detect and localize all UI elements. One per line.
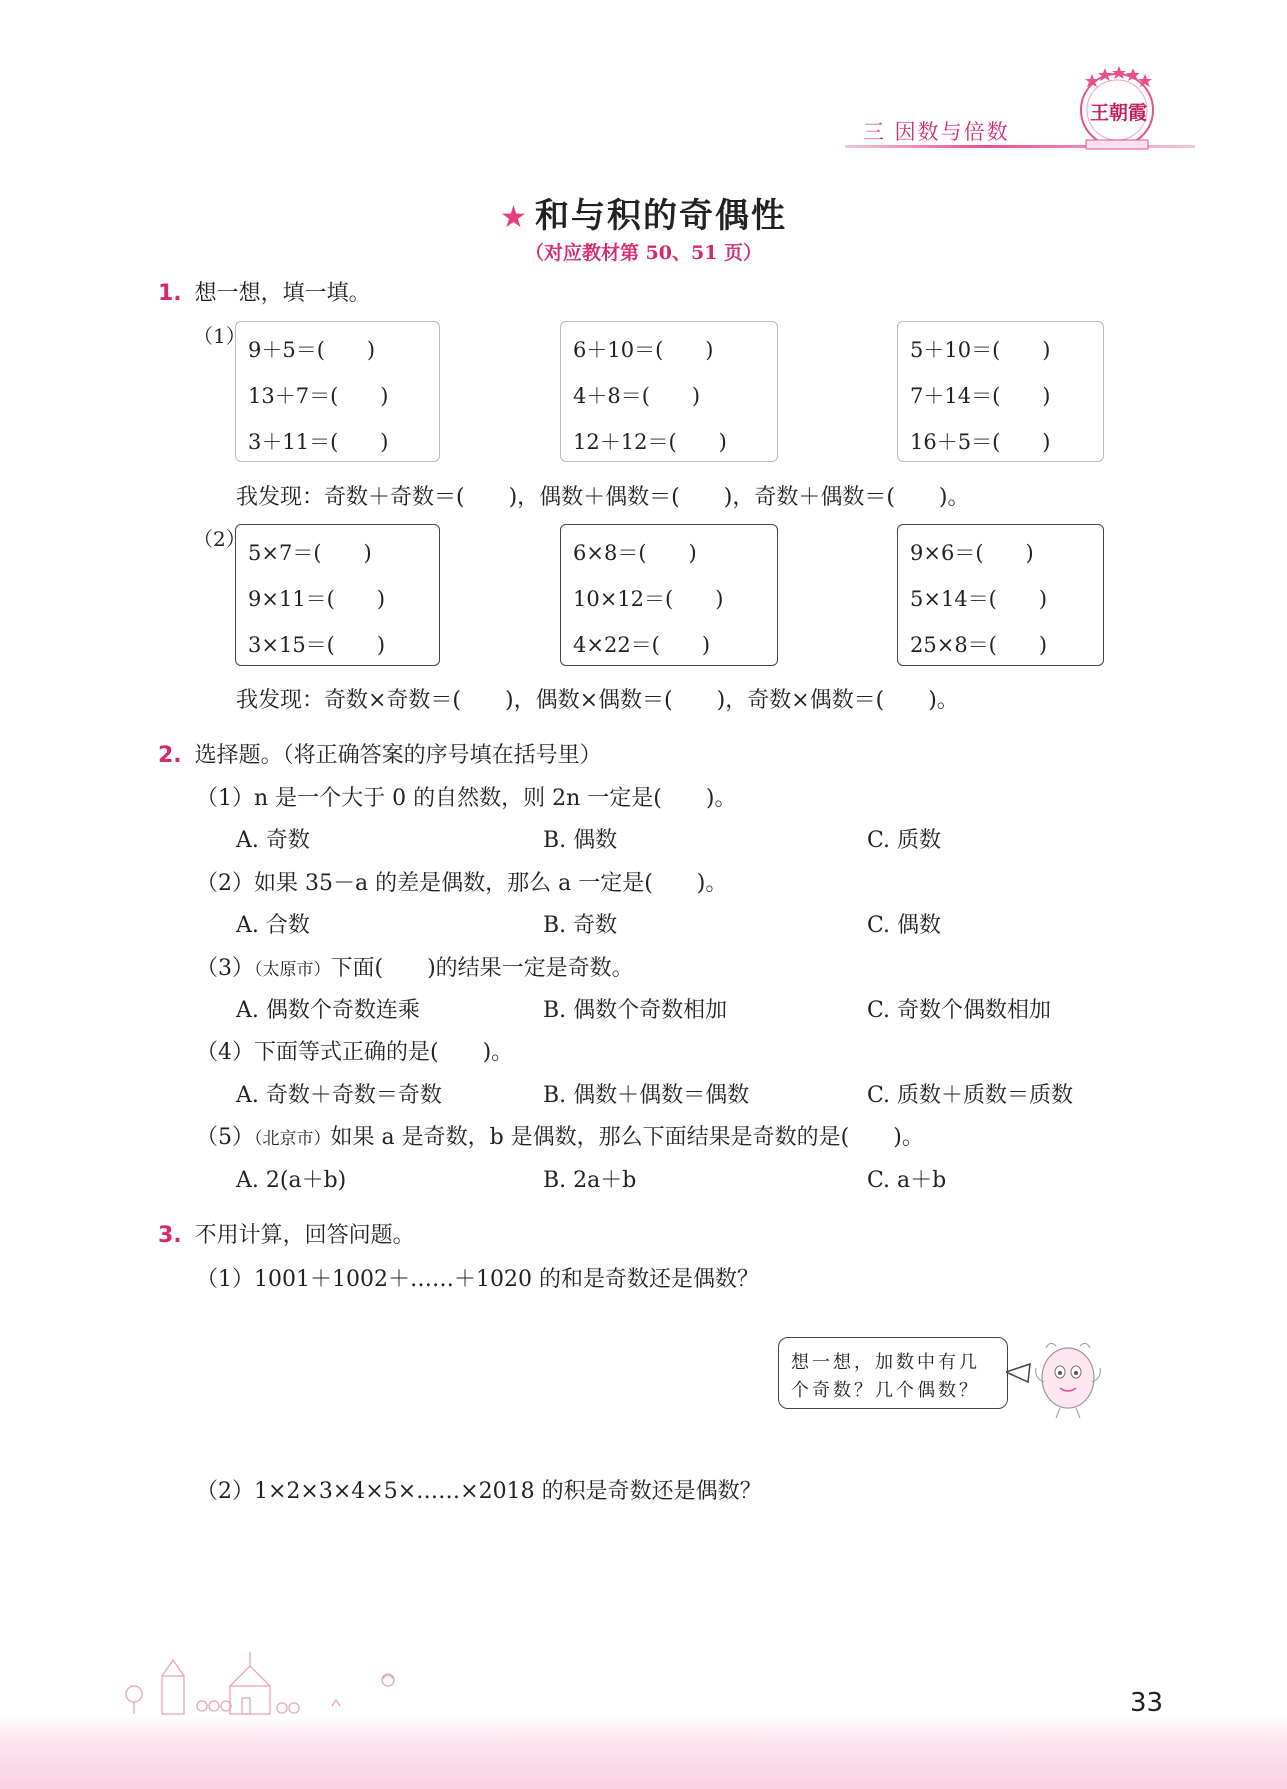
q2-item-2-option-a: A. 合数 — [236, 913, 310, 938]
brand-logo — [1072, 60, 1162, 152]
q2-item-3-option-a: A. 偶数个奇数连乘 — [236, 998, 420, 1023]
q2-item-4-stem: （4）下面等式正确的是( )。 — [196, 1040, 514, 1065]
equation: 5×14＝( ) — [910, 587, 1048, 611]
q1-part2-label: （2） — [193, 527, 246, 551]
q1-part1-box-3 — [897, 321, 1104, 462]
equation: 25×8＝( ) — [910, 633, 1048, 657]
equation: 10×12＝( ) — [573, 587, 724, 611]
equation: 9＋5＝( ) — [248, 338, 376, 362]
q1-prompt: 想一想，填一填。 — [194, 281, 371, 306]
equation: 3＋11＝( ) — [248, 430, 389, 454]
equation: 4＋8＝( ) — [573, 384, 701, 408]
page-number: 33 — [1130, 1688, 1164, 1718]
q1-part2-box-2 — [560, 524, 778, 666]
q2-item-5-stem-row — [196, 1120, 924, 1151]
q1-number: 1. — [158, 281, 182, 306]
q3-heading — [158, 1218, 415, 1249]
q3-sub-2: （2）1×2×3×4×5×……×2018 的积是奇数还是偶数？ — [196, 1479, 762, 1504]
q2-item-2-option-b: B. 奇数 — [543, 913, 618, 938]
equation: 13＋7＝( ) — [248, 384, 389, 408]
hint-line-2: 个奇数？几个偶数？ — [791, 1380, 980, 1401]
equation: 6＋10＝( ) — [573, 338, 714, 362]
hint-line-1: 想一想，加数中有几 — [791, 1352, 980, 1373]
equation: 5＋10＝( ) — [910, 338, 1051, 362]
q2-item-5-stem: 如果 a 是奇数，b 是偶数，那么下面结果是奇数的是( )。 — [330, 1125, 924, 1150]
q1-part1-finding: 我发现：奇数＋奇数＝( )，偶数＋偶数＝( )，奇数＋偶数＝( )。 — [236, 485, 970, 510]
q3-number: 3. — [158, 1223, 182, 1248]
q2-prompt: 选择题。（将正确答案的序号填在括号里） — [194, 743, 602, 768]
equation: 12＋12＝( ) — [573, 430, 727, 454]
equation: 16＋5＝( ) — [910, 430, 1051, 454]
q2-item-5-option-a: A. 2(a＋b) — [236, 1168, 347, 1193]
q1-heading — [158, 276, 371, 307]
q2-item-2-option-c: C. 偶数 — [867, 913, 942, 938]
logo-text: 王朝霞 — [1090, 102, 1148, 124]
page-title: 和与积的奇偶性 — [534, 196, 787, 236]
q3-sub-1: （1）1001＋1002＋……＋1020 的和是奇数还是偶数？ — [196, 1267, 759, 1292]
equation: 6×8＝( ) — [573, 541, 697, 565]
q2-item-3-city: （太原市） — [254, 960, 331, 980]
equation: 5×7＝( ) — [248, 541, 372, 565]
q2-item-5-city: （北京市） — [254, 1129, 331, 1149]
q2-item-5-prefix: （5） — [196, 1125, 254, 1150]
q2-item-4-option-b: B. 偶数＋偶数＝偶数 — [543, 1083, 750, 1108]
q2-item-5-option-b: B. 2a＋b — [543, 1168, 637, 1193]
q2-item-4-option-a: A. 奇数＋奇数＝奇数 — [236, 1083, 442, 1108]
footer-band — [0, 1715, 1287, 1789]
q1-part1-box-2 — [560, 321, 778, 462]
q1-part2-box-1 — [235, 524, 440, 666]
q2-number: 2. — [158, 743, 182, 768]
equation: 3×15＝( ) — [248, 633, 386, 657]
q1-part1-label: （1） — [193, 324, 246, 348]
q2-heading — [158, 738, 602, 769]
q2-item-3-option-c: C. 奇数个偶数相加 — [867, 998, 1052, 1023]
equation: 7＋14＝( ) — [910, 384, 1051, 408]
q2-item-1-option-a: A. 奇数 — [236, 828, 310, 853]
q1-part2-finding: 我发现：奇数×奇数＝( )，偶数×偶数＝( )，奇数×偶数＝( )。 — [236, 688, 959, 713]
q2-item-2-stem: （2）如果 35－a 的差是偶数，那么 a 一定是( )。 — [196, 871, 728, 896]
title-row — [0, 188, 1287, 237]
q2-item-3-prefix: （3） — [196, 956, 254, 981]
q1-part2-box-3 — [897, 524, 1104, 666]
equation: 4×22＝( ) — [573, 633, 711, 657]
q2-item-4-option-c: C. 质数＋质数＝质数 — [867, 1083, 1074, 1108]
star-icon: ★ — [500, 200, 527, 235]
q2-item-3-option-b: B. 偶数个奇数相加 — [543, 998, 728, 1023]
q2-item-1-option-c: C. 质数 — [867, 828, 942, 853]
equation: 9×11＝( ) — [248, 587, 386, 611]
q3-prompt: 不用计算，回答问题。 — [194, 1223, 415, 1248]
q2-item-3-stem-row — [196, 951, 634, 982]
q2-item-5-option-c: C. a＋b — [867, 1168, 947, 1193]
equation: 9×6＝( ) — [910, 541, 1034, 565]
subtitle: （对应教材第 50、51 页） — [524, 242, 763, 264]
town-illustration — [122, 1646, 442, 1716]
q2-item-1-option-b: B. 偶数 — [543, 828, 618, 853]
chapter-title: 三 因数与倍数 — [863, 120, 1010, 144]
q2-item-3-stem: 下面( )的结果一定是奇数。 — [330, 956, 634, 981]
mascot-illustration — [1006, 1338, 1106, 1420]
q1-part1-box-1 — [235, 321, 440, 462]
q2-item-1-stem: （1）n 是一个大于 0 的自然数，则 2n 一定是( )。 — [196, 786, 737, 811]
hint-bubble — [778, 1337, 1008, 1409]
